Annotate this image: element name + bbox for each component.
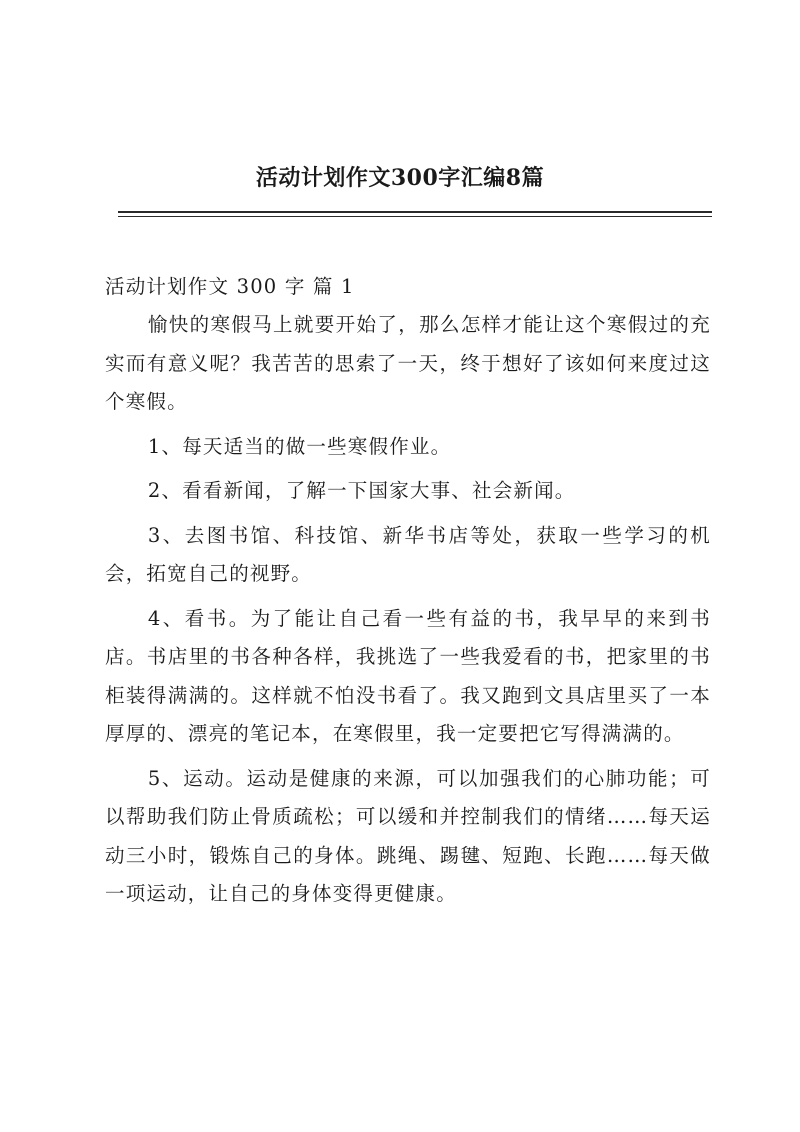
paragraph-item-5: 5、运动。运动是健康的来源，可以加强我们的心肺功能；可以帮助我们防止骨质疏松；可以缓和并控制我们的情绪……每天运动三小时，锻炼自己的身体。跳绳、踢毽、短跑、长跑……每天做一项运动，让自己的身体变得更健康。 (105, 766, 711, 905)
title-rule-thick (118, 211, 712, 213)
paragraph-item-2: 2、看看新闻，了解一下国家大事、社会新闻。 (147, 479, 576, 502)
section-heading: 活动计划作文 300 字 篇 1 (105, 275, 355, 298)
document-title: 活动计划作文300字汇编8篇 (255, 165, 545, 191)
paragraph-intro: 愉快的寒假马上就要开始了，那么怎样才能让这个寒假过的充实而有意义呢？我苦苦的思索了一天，终于想好了该如何来度过这个寒假。 (105, 313, 711, 413)
document-body (105, 268, 711, 914)
title-rule-thin (118, 216, 712, 217)
paragraph-item-1: 1、每天适当的做一些寒假作业。 (147, 434, 452, 458)
paragraph-item-3: 3、去图书馆、科技馆、新华书店等处，获取一些学习的机会，拓宽自己的视野。 (105, 523, 711, 585)
paragraph-item-4: 4、看书。为了能让自己看一些有益的书，我早早的来到书店。书店里的书各种各样，我挑选了一些我爱看的书，把家里的书柜装得满满的。这样就不怕没书看了。我又跑到文具店里买了一本厚厚的、漂亮的笔记本，在寒假里，我一定要把它写得满满的。 (105, 606, 711, 745)
